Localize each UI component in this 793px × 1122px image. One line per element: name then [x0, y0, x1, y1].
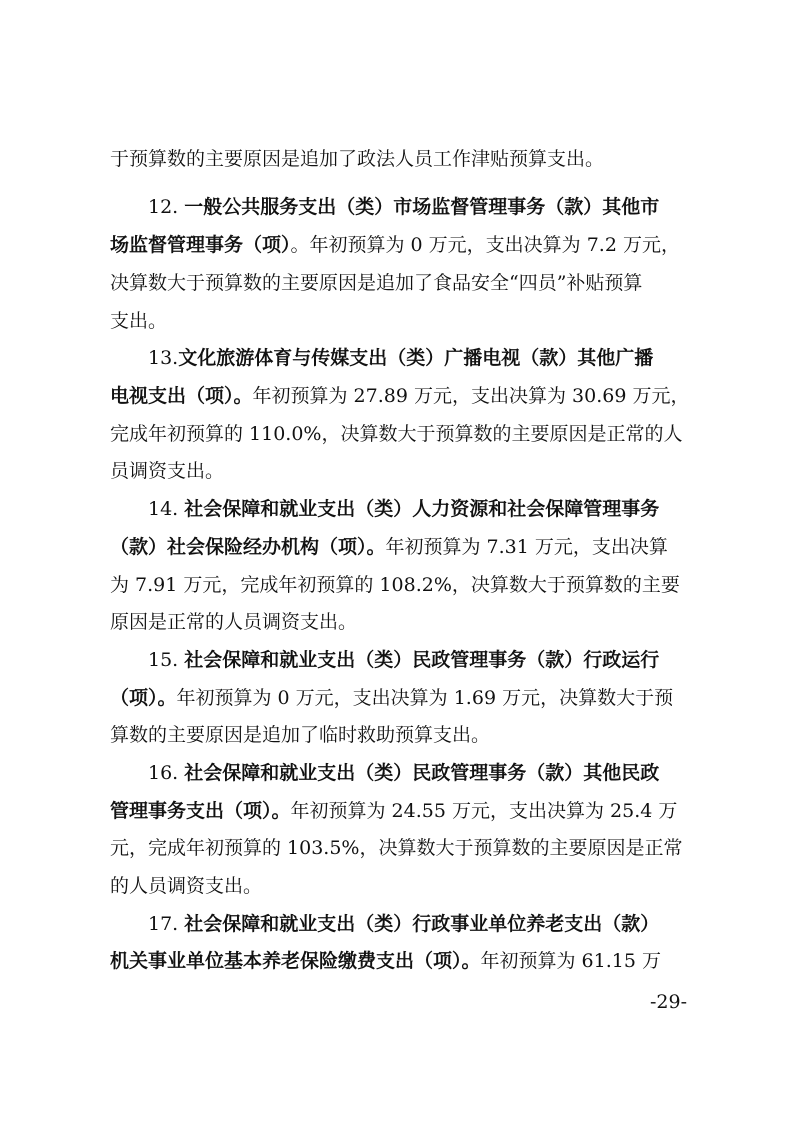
page-number: -29-: [650, 991, 688, 1013]
item-number: 12.: [148, 196, 185, 218]
text-line: [110, 309, 167, 333]
item-heading: 社会保障和就业支出（类）民政管理事务（款）行政运行: [184, 649, 660, 671]
item-description: 年初预算为 7.31 万元，支出决算: [385, 536, 668, 558]
text-line: [110, 459, 224, 483]
text-line: [110, 233, 680, 257]
item-description: 算数的主要原因是追加了临时救助预算支出。: [110, 724, 491, 746]
item-description: 年初预算为 27.89 万元，支出决算为 30.69 万元，: [252, 385, 690, 407]
item-description: 决算数大于预算数的主要原因是追加了食品安全“四员”补贴预算: [110, 272, 643, 294]
item-description: 于预算数的主要原因是追加了政法人员工作津贴预算支出。: [110, 148, 605, 170]
item-description: 年初预算为 0 万元，支出决算为 1.69 万元，决算数大于预: [176, 687, 674, 709]
item-number: 13.: [148, 347, 179, 369]
text-line: [110, 874, 262, 898]
item-description: 的人员调资支出。: [110, 875, 263, 897]
text-line: [148, 346, 653, 370]
text-line: [110, 949, 661, 973]
item-description: 年初预算为 24.55 万元，支出决算为 25.4 万: [290, 800, 678, 822]
item-number: 14.: [148, 498, 185, 520]
item-description: 元，完成年初预算的 103.5%，决算数大于预算数的主要原因是正常: [110, 837, 683, 859]
item-description: 原因是正常的人员调资支出。: [110, 611, 358, 633]
item-description: 。年初预算为 0 万元，支出决算为 7.2 万元，: [290, 234, 680, 256]
text-line: [148, 195, 659, 219]
item-heading: 文化旅游体育与传媒支出（类）广播电视（款）其他广播: [178, 347, 654, 369]
item-heading: （项）。: [110, 687, 177, 709]
text-line: [110, 271, 642, 295]
item-number: 16.: [148, 762, 185, 784]
text-line: [110, 535, 668, 559]
item-description: 支出。: [110, 310, 168, 332]
item-number: 17.: [148, 913, 185, 935]
text-line: [148, 497, 659, 521]
item-heading: 一般公共服务支出（类）市场监督管理事务（款）其他市: [184, 196, 660, 218]
item-description: 年初预算为 61.15 万: [480, 950, 661, 972]
text-line: [110, 686, 673, 710]
text-line: [110, 836, 683, 860]
text-line: [110, 384, 689, 408]
text-line: [110, 799, 677, 823]
item-heading: 社会保障和就业支出（类）民政管理事务（款）其他民政: [184, 762, 660, 784]
item-heading: （款）社会保险经办机构（项）。: [110, 536, 386, 558]
text-line: [110, 422, 683, 446]
text-line: [148, 648, 659, 672]
text-line: [110, 147, 604, 171]
item-description: 员调资支出。: [110, 460, 225, 482]
item-heading: 社会保障和就业支出（类）行政事业单位养老支出（款）: [184, 913, 660, 935]
item-description: 完成年初预算的 110.0%，决算数大于预算数的主要原因是正常的人: [110, 423, 683, 445]
item-heading: 机关事业单位基本养老保险缴费支出（项）。: [110, 950, 481, 972]
item-description: 为 7.91 万元，完成年初预算的 108.2%，决算数大于预算数的主要: [110, 574, 680, 596]
item-heading: 社会保障和就业支出（类）人力资源和社会保障管理事务: [184, 498, 660, 520]
item-heading: 场监督管理事务（项）: [110, 234, 291, 256]
item-number: 15.: [148, 649, 185, 671]
text-line: [148, 912, 659, 936]
text-line: [110, 610, 357, 634]
text-line: [110, 573, 680, 597]
item-heading: 电视支出（项）。: [110, 385, 253, 407]
item-heading: 管理事务支出（项）。: [110, 800, 291, 822]
text-line: [148, 761, 659, 785]
text-line: [110, 723, 490, 747]
